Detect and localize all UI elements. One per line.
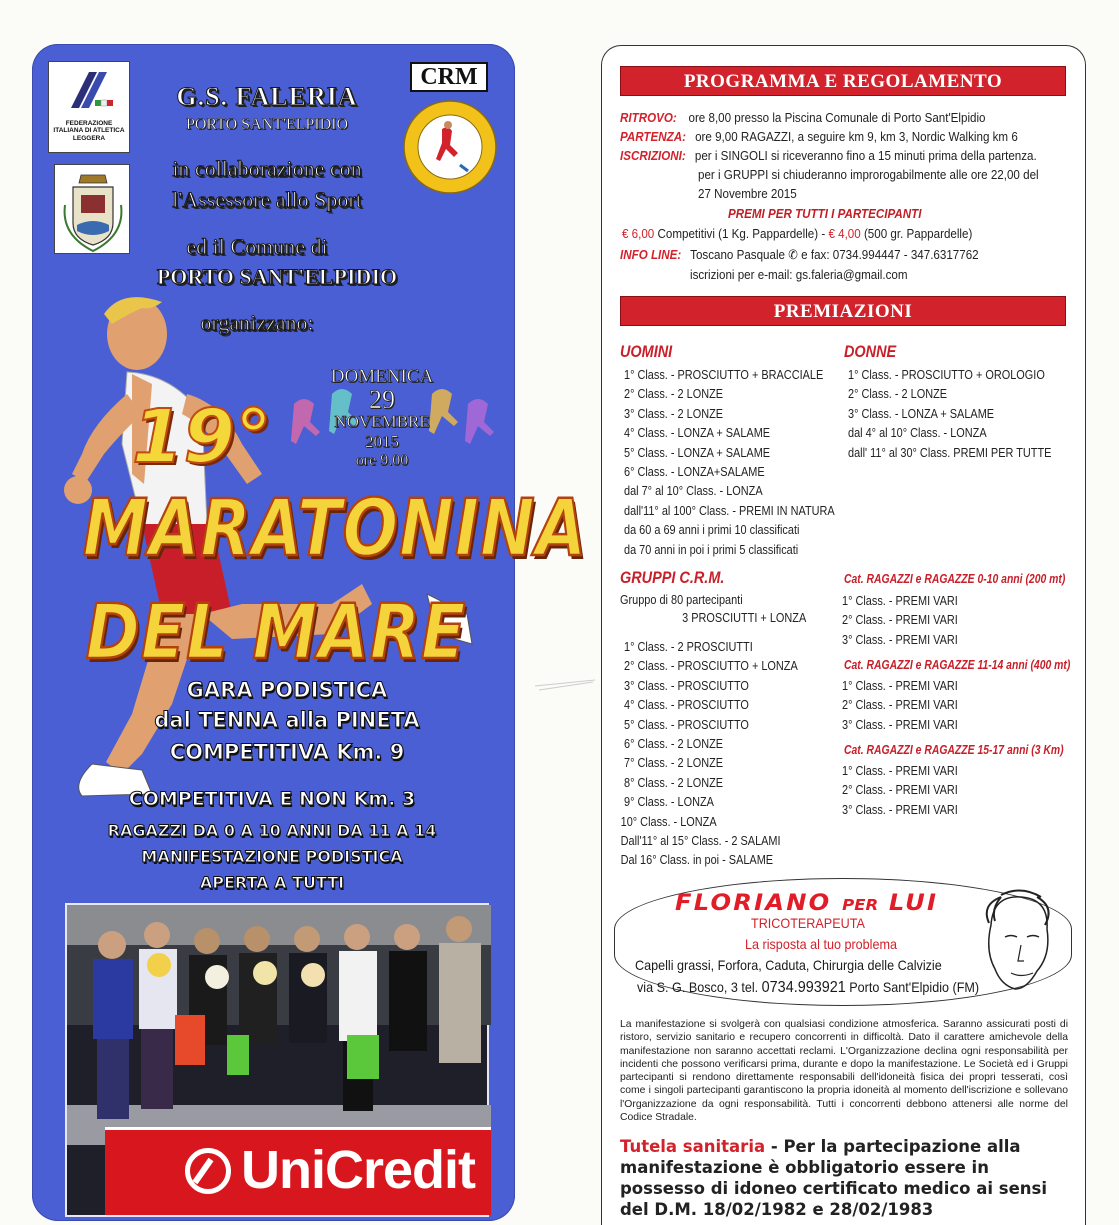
list-item: 8° Class. - 2 LONZE: [624, 774, 724, 790]
cat-ragazzi-15-17-title: Cat. RAGAZZI e RAGAZZE 15-17 anni (3 Km): [844, 742, 1064, 757]
gruppi-title: GRUPPI C.R.M.: [620, 568, 725, 587]
list-item: 5° Class. - PROSCIUTTO: [624, 716, 749, 732]
partenza-row: [620, 129, 1018, 144]
list-item: 1° Class. - PREMI VARI: [842, 593, 958, 608]
crest-icon: [55, 165, 131, 255]
quota-1-price: € 6,00: [622, 226, 655, 241]
sponsor-name: [675, 891, 938, 916]
iscrizioni-label: ISCRIZIONI:: [620, 148, 686, 163]
list-item: dal 4° al 10° Class. - LONZA: [848, 425, 987, 441]
sponsor-name-main: FLORIANO: [675, 891, 832, 916]
list-item: 3° Class. - PROSCIUTTO: [624, 677, 749, 693]
sponsor-ad-floriano: [614, 878, 1072, 1006]
list-item: 6° Class. - 2 LONZE: [624, 736, 724, 752]
ritrovo-text: ore 8,00 presso la Piscina Comunale di Porto Sant'Elpidio: [688, 110, 986, 125]
edition-number: 19°: [132, 394, 272, 480]
club-city: PORTO SANT'ELPIDIO: [185, 116, 349, 133]
list-item: 1° Class. - PREMI VARI: [842, 678, 958, 693]
list-item: 6° Class. - LONZA+SALAME: [624, 464, 765, 480]
date-day-number: 29: [369, 385, 395, 414]
health-label: Tutela sanitaria: [620, 1137, 766, 1156]
disclaimer-text: La manifestazione si svolgerà con qualsiasi condizione atmosferica. Saranno assicurati posti di ristoro, servizio sanitario e recupero concorrenti in difficoltà. Dato il carattere amichevole della manifestazione non saranno accettati reclami. L'Organizzazione declina ogni responsabilità per incidenti che possono verificarsi prima, durante e dopo la manifestazione. Le Società ed i Gruppi partecipanti si rendono direttamente responsabili dell'idoneità fisica dei propri tesserati, così come i singoli partecipanti garantiscono la propria idoneità al momento dell'iscrizione e sollevano l'Organizzazione da ogni responsabilità. Tutti i concorrenti debbono attenersi alle norme del Codice Stradale.: [620, 1019, 1068, 1124]
fidal-mark-icon: [67, 70, 113, 110]
quota-1-text: Competitivi (1 Kg. Pappardelle) -: [657, 226, 826, 241]
flyer-back: [601, 45, 1086, 1225]
gruppi-list: [620, 637, 798, 870]
cat-ragazzi-0-10-list: [842, 591, 958, 649]
collab-line-3: ed il Comune di: [186, 234, 328, 259]
list-item: Dal 16° Class. in poi - SALAME: [620, 852, 774, 868]
list-item: 10° Class. - LONZA: [620, 813, 717, 829]
sponsor-address-2: Porto Sant'Elpidio (FM): [849, 979, 980, 995]
list-item: dall' 11° al 30° Class. PREMI PER TUTTE: [848, 444, 1052, 460]
list-item: da 70 anni in poi i primi 5 classificati: [624, 541, 799, 557]
podium-photo: [65, 903, 489, 1217]
list-item: 2° Class. - PREMI VARI: [842, 697, 958, 713]
donne-title: DONNE: [844, 342, 897, 361]
gruppi-intro-line-2: 3 PROSCIUTTI + LONZA: [682, 610, 807, 625]
uomini-title: UOMINI: [620, 342, 673, 361]
collab-line-2: l'Assessore allo Sport: [172, 187, 362, 212]
premiazioni-header: PREMIAZIONI: [620, 296, 1066, 326]
ritrovo-label: RITROVO:: [620, 110, 677, 125]
cat-ragazzi-0-10-title: Cat. RAGAZZI e RAGAZZE 0-10 anni (200 mt): [844, 571, 1066, 586]
cat-ragazzi-11-14-title: Cat. RAGAZZI e RAGAZZE 11-14 anni (400 mt): [844, 657, 1071, 672]
race-info-line-6: MANIFESTAZIONE PODISTICA: [141, 847, 403, 866]
list-item: 2° Class. - PROSCIUTTO + LONZA: [624, 658, 798, 674]
sponsor-role: TRICOTERAPEUTA: [751, 915, 865, 931]
list-item: 3° Class. - LONZA + SALAME: [848, 405, 995, 421]
programma-header: PROGRAMMA E REGOLAMENTO: [620, 66, 1066, 96]
list-item: 2° Class. - PREMI VARI: [842, 782, 958, 798]
iscrizioni-text-3: 27 Novembre 2015: [698, 186, 797, 201]
list-item: 9° Class. - LONZA: [624, 794, 714, 810]
flyer-front: [32, 44, 588, 1221]
list-item: 3° Class. - PREMI VARI: [842, 801, 958, 817]
cat-ragazzi-15-17-list: [842, 761, 958, 819]
collab-line-5: organizzano:: [200, 310, 314, 335]
infoline-row: [620, 247, 979, 263]
iscrizioni-text-1: per i SINGOLI si riceveranno fino a 15 minuti prima della partenza.: [694, 148, 1037, 163]
list-item: dall'11° al 100° Class. - PREMI IN NATURA: [624, 502, 835, 518]
infoline-label: INFO LINE:: [620, 247, 682, 262]
partenza-label: PARTENZA:: [620, 129, 686, 144]
premi-tutti: PREMI PER TUTTI I PARTECIPANTI: [728, 206, 922, 221]
ritrovo-row: [620, 110, 986, 125]
iscrizioni-text-2: per i GRUPPI si chiuderanno improrogabilmente alle ore 22,00 del: [698, 167, 1039, 182]
sponsor-address: [637, 979, 979, 997]
gs-faleria-badge-icon: [402, 99, 498, 195]
list-item: Dall'11° al 15° Class. - 2 SALAMI: [620, 833, 781, 849]
collab-line-4: PORTO SANT'ELPIDIO: [156, 264, 398, 289]
race-title-line-2: DEL MARE: [85, 587, 467, 676]
gruppi-intro-line-1: Gruppo di 80 partecipanti: [620, 592, 743, 607]
unicredit-brand: UniCredit: [241, 1140, 475, 1200]
event-date: [322, 366, 442, 470]
quota-2-price: € 4,00: [828, 226, 861, 241]
list-item: 7° Class. - 2 LONZE: [624, 755, 724, 771]
list-item: 2° Class. - PREMI VARI: [842, 612, 958, 628]
uomini-list: [624, 365, 835, 559]
race-info-line-7: APERTA A TUTTI: [199, 873, 345, 892]
donne-list: [848, 365, 1051, 462]
list-item: 4° Class. - LONZA + SALAME: [624, 425, 771, 441]
iscrizioni-row: [620, 148, 1037, 163]
race-info-line-2: dal TENNA alla PINETA: [154, 708, 420, 732]
sponsor-name-per: PER: [842, 896, 879, 914]
collab-line-1: in collaborazione con: [172, 156, 362, 181]
race-info-line-5: RAGAZZI DA 0 A 10 ANNI DA 11 A 14: [107, 821, 437, 840]
quota-2-text: (500 gr. Pappardelle): [863, 226, 973, 241]
list-item: 3° Class. - 2 LONZE: [624, 405, 724, 421]
race-info-line-4: COMPETITIVA E NON Km. 3: [128, 788, 416, 810]
infoline-text: Toscano Pasquale ✆ e fax: 0734.994447 - 347.6317762: [690, 247, 979, 262]
date-month-year: NOVEMBRE 2015: [334, 412, 430, 451]
list-item: 3° Class. - PREMI VARI: [842, 716, 958, 732]
fidal-text: FEDERAZIONE ITALIANA DI ATLETICA LEGGERA: [53, 120, 125, 142]
list-item: 2° Class. - 2 LONZE: [624, 386, 724, 402]
sponsor-tagline: La risposta al tuo problema: [745, 936, 897, 952]
sponsor-face-sketch-icon: [971, 885, 1061, 1003]
list-item: 5° Class. - LONZA + SALAME: [624, 444, 771, 460]
list-item: dal 7° al 10° Class. - LONZA: [624, 483, 763, 499]
sponsor-services: Capelli grassi, Forfora, Caduta, Chirurgia delle Calvizie: [635, 957, 942, 973]
date-weekday: DOMENICA: [330, 366, 434, 387]
list-item: 1° Class. - PROSCIUTTO + BRACCIALE: [624, 367, 824, 382]
unicredit-logo-icon: [185, 1148, 231, 1194]
list-item: 1° Class. - PREMI VARI: [842, 763, 958, 778]
list-item: 2° Class. - 2 LONZE: [848, 386, 948, 402]
health-text: - Per la partecipazione alla manifestazione è obbligatorio essere in possesso di idoneo certificato medico ai sensi del D.M. 18/02/1982 e 28/02/1983: [620, 1137, 1047, 1219]
fold-crease-mark: [535, 670, 595, 694]
date-time: ore 9.00: [355, 452, 409, 469]
race-info-line-1: GARA PODISTICA: [186, 678, 388, 702]
gruppi-intro: [620, 591, 806, 627]
health-notice: [620, 1136, 1070, 1220]
partenza-text: ore 9,00 RAGAZZI, a seguire km 9, km 3, Nordic Walking km 6: [695, 129, 1018, 144]
crm-logo: CRM: [410, 62, 488, 92]
infoline-email: iscrizioni per e-mail: gs.faleria@gmail.com: [690, 267, 908, 282]
list-item: 4° Class. - PROSCIUTTO: [624, 697, 749, 713]
list-item: 3° Class. - PREMI VARI: [842, 631, 958, 647]
sponsor-phone: 0734.993921: [761, 979, 846, 996]
list-item: 1° Class. - PROSCIUTTO + OROLOGIO: [848, 367, 1045, 382]
race-info-line-3: COMPETITIVA Km. 9: [169, 740, 405, 764]
fidal-logo: [48, 61, 130, 153]
sponsor-address-1: via S. G. Bosco, 3 tel.: [637, 979, 759, 995]
unicredit-banner: [105, 1127, 491, 1215]
club-name: G.S. FALERIA: [176, 82, 358, 111]
quota-row: [622, 226, 972, 241]
race-title-line-1: MARATONINA: [82, 484, 588, 574]
municipal-crest: [54, 164, 130, 254]
list-item: 1° Class. - 2 PROSCIUTTI: [624, 639, 753, 654]
list-item: da 60 a 69 anni i primi 10 classificati: [624, 522, 800, 538]
sponsor-name-lui: LUI: [888, 891, 939, 916]
cat-ragazzi-11-14-list: [842, 676, 958, 734]
